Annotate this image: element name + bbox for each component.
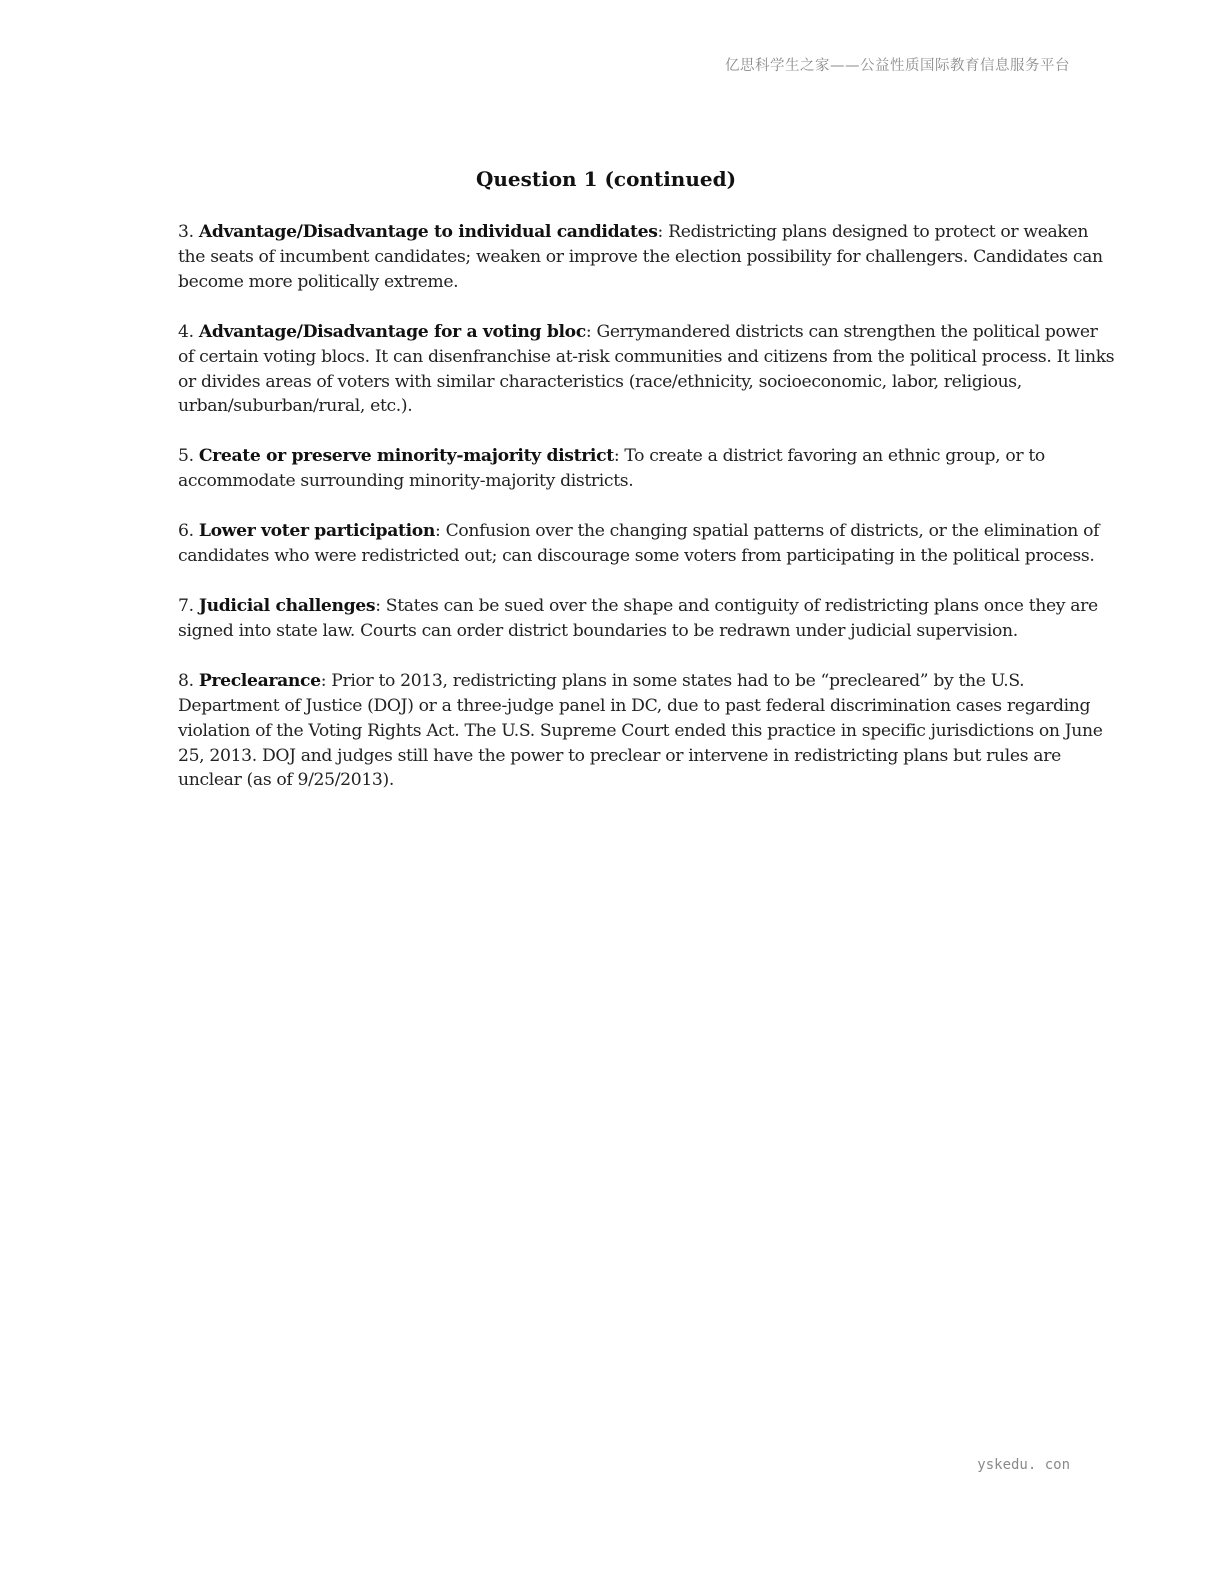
item-number: 7. (178, 595, 194, 616)
item-number: 5. (178, 446, 194, 467)
item-text: : Prior to 2013, redistricting plans in some states had to be “precleared” by the U.S. Department of Justice (DOJ) or a three-judge panel in DC, due to past federal discrimination cases regarding violation of the Voting Rights Act. The U.S. Supreme Court ended this practice in specific jurisdictions on June 25, 2013. DOJ and judges still have the power to preclear or intervene in redistricting plans but rules are unclear (as of 9/25/2013). (178, 670, 1103, 791)
list-item (178, 594, 1118, 644)
item-term: Advantage/Disadvantage for a voting bloc (198, 321, 586, 342)
item-text: : To create a district favoring an ethnic group, or to accommodate surrounding minority-majority districts. (178, 446, 1045, 492)
list-item (178, 669, 1118, 794)
list-item (178, 220, 1118, 295)
item-text: : Confusion over the changing spatial patterns of districts, or the elimination of candidates who were redistricted out; can discourage some voters from participating in the political process. (178, 521, 1100, 567)
list-item (178, 444, 1118, 494)
header-site-note: 亿思科学生之家——公益性质国际教育信息服务平台 (725, 58, 1070, 74)
item-number: 3. (178, 222, 194, 242)
item-number: 4. (178, 321, 194, 342)
item-term: Create or preserve minority-majority district (198, 446, 614, 467)
item-number: 6. (178, 521, 194, 542)
item-term: Advantage/Disadvantage to individual candidates (198, 222, 658, 242)
page-title: Question 1 (continued) (475, 167, 737, 191)
footer-site-note: yskedu. con (977, 1457, 1070, 1473)
item-term: Judicial challenges (198, 595, 376, 616)
content-list (178, 220, 1118, 818)
item-text: : States can be sued over the shape and contiguity of redistricting plans once they are signed into state law. Courts can order district boundaries to be redrawn under judicial supervision. (178, 595, 1098, 641)
list-item (178, 320, 1118, 420)
item-term: Lower voter participation (198, 521, 436, 542)
item-text: : Redistricting plans designed to protect or weaken the seats of incumbent candidates; weaken or improve the election possibility for challengers. Candidates can become more politically extreme. (178, 222, 1103, 292)
item-text: : Gerrymandered districts can strengthen the political power of certain voting blocs. It can disenfranchise at-risk communities and citizens from the political process. It links or divides areas of voters with similar characteristics (race/ethnicity, socioeconomic, labor, religious, urban/suburban/rural, etc.). (178, 321, 1115, 417)
item-number: 8. (178, 670, 194, 691)
list-item (178, 519, 1118, 569)
item-term: Preclearance (198, 670, 321, 691)
